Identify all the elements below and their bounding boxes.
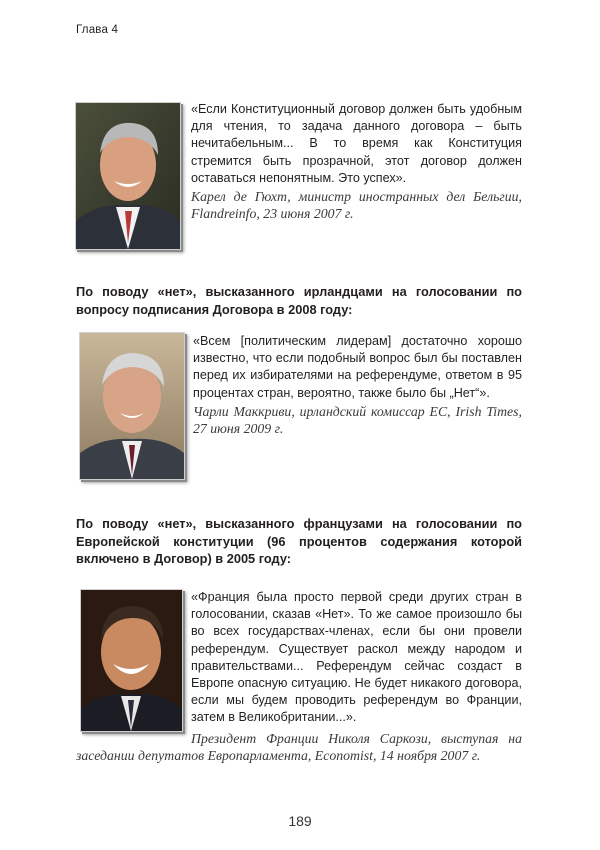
section-heading-irish-vote: По поводу «нет», высказанного ирландцами на голосовании по вопросу подписания Договора в 2008 году:	[76, 284, 522, 317]
quote-attribution: Президент Франции Николя Саркози, выступая на заседании депутатов Европарламента, Economist, 14 ноября 2007 г.	[76, 731, 522, 763]
portrait-photo-sarkozy	[80, 589, 183, 732]
portrait-photo-de-gucht	[75, 102, 181, 250]
chapter-header: Глава 4	[76, 24, 119, 36]
quote-text: «Если Конституционный договор должен быть удобным для чтения, то задача данного договора – быть нечитабельным... В то время как Конституция стремится быть прозрачной, этот договор должен оставаться непонятным. Это успех».	[191, 102, 522, 185]
quote-attribution: Чарли Маккриви, ирландский комиссар ЕС, Irish Times, 27 июня 2009 г.	[193, 403, 522, 436]
portrait-photo-icon	[76, 103, 180, 249]
quote-attribution: Карел де Гюхт, министр иностранных дел Бельгии, Flandreinfo, 23 июня 2007 г.	[191, 189, 522, 222]
section-heading-french-vote: По поводу «нет», высказанного французами на голосовании по Европейской конституции (96 процентов содержания которой включено в Договор) в 2005 году:	[76, 516, 522, 566]
quote-block-3	[191, 589, 522, 727]
quote-text: «Франция была просто первой среди других стран в голосовании, сказав «Нет». То же самое произошло бы во всех государствах-членах, если бы они провели референдум. Существует раскол между народом и правительствами... Референдум сейчас создаст в Европе опасную ситуацию. Не будет никакого договора, если мы будем проводить референдум во Франции, затем в Великобритании...».	[191, 590, 522, 725]
quote-text: «Всем [политическим лидерам] достаточно хорошо известно, что если подобный вопрос был бы поставлен перед их избирателями на референдуме, ответом в 95 процентах стран, вероятно, также было бы „Нет“».	[193, 334, 522, 400]
quote-block-1	[191, 101, 522, 222]
portrait-photo-icon	[81, 590, 182, 731]
portrait-photo-mccreevy	[79, 332, 185, 480]
page-number: 189	[288, 813, 312, 829]
portrait-photo-icon	[80, 333, 184, 479]
quote-block-2	[193, 333, 522, 437]
